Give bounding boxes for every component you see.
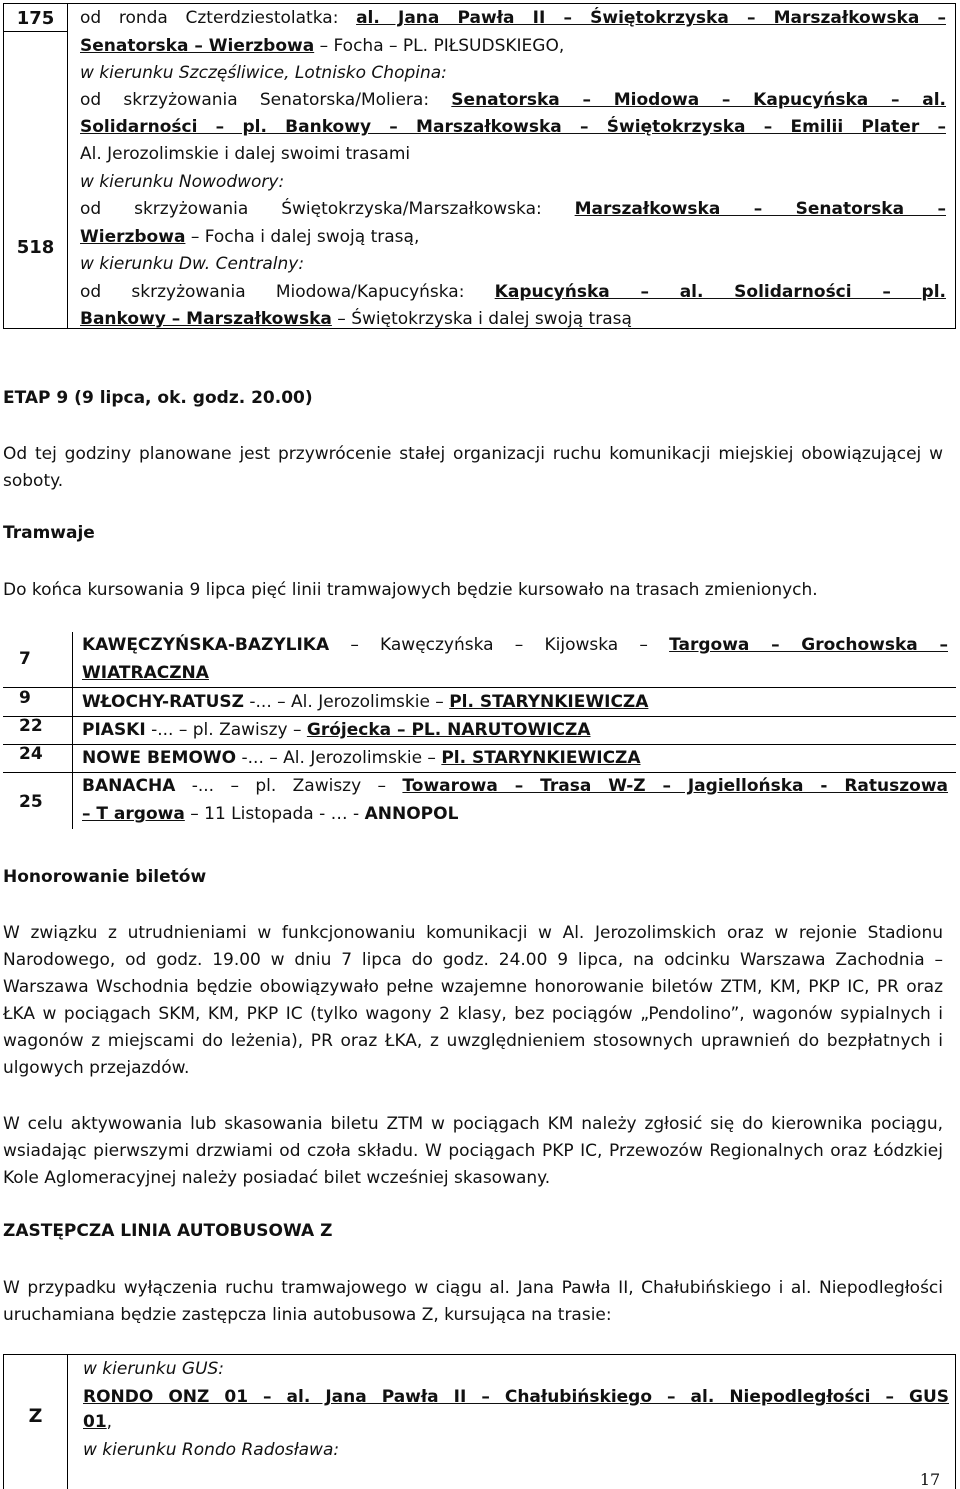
- table-row-divider: [3, 772, 956, 773]
- tramwaje-heading: Tramwaje: [3, 523, 95, 543]
- text-line: [80, 280, 946, 304]
- text-segment: Pl. STARYNKIEWICZA: [449, 692, 649, 712]
- text-line: [82, 718, 591, 742]
- text-segment: od skrzyżowania Świętokrzyska/Marszałkowska:: [80, 199, 575, 219]
- tram-line-number: 7: [19, 649, 31, 669]
- text-segment: od skrzyżowania Senatorska/Moliera:: [80, 90, 452, 110]
- text-segment: 01: [83, 1412, 107, 1432]
- text-segment: Bankowy – Marszałkowska: [80, 309, 332, 329]
- etap-heading: ETAP 9 (9 lipca, ok. godz. 20.00): [3, 388, 313, 408]
- text-segment: w kierunku Dw. Centralny:: [80, 254, 305, 274]
- route-number-518: 518: [16, 237, 55, 258]
- etap-paragraph: Od tej godziny planowane jest przywrócenie stałej organizacji ruchu komunikacji miejskiej obowiązującej w soboty.: [3, 444, 943, 491]
- text-segment: al. Jana Pawła II – Świętokrzyska – Marszałkowska –: [356, 8, 946, 28]
- text-segment: BANACHA: [82, 776, 176, 796]
- text-segment: NOWE BEMOWO: [82, 748, 237, 768]
- text-line: [83, 1385, 949, 1409]
- table-column-divider: [72, 632, 73, 829]
- text-segment: -... – pl. Zawiszy –: [175, 776, 403, 796]
- table-row-divider: [3, 716, 956, 717]
- text-segment: Pl. STARYNKIEWICZA: [441, 748, 641, 768]
- text-line: [82, 661, 209, 685]
- text-segment: Wierzbowa: [80, 227, 186, 247]
- text-segment: PIASKI: [82, 720, 146, 740]
- text-segment: w kierunku Rondo Radosława:: [83, 1440, 340, 1460]
- text-line: [80, 225, 419, 249]
- text-segment: Marszałkowska – Senatorska –: [574, 199, 946, 219]
- text-segment: w kierunku Nowodwory:: [80, 172, 285, 192]
- text-line: [80, 252, 304, 276]
- honorowanie-paragraph-1: W związku z utrudnieniami w funkcjonowaniu komunikacji w Al. Jerozolimskich oraz w rejonie Stadionu Narodowego, od godz. 19.00 w dniu 7 lipca do godz. 24.00 9 lipca, na odcinku Warszawa Zachodnia – Warszawa Wschodnia będzie obowiązywało pełne wzajemne honorowanie biletów ZTM, KM, PKP IC, PR oraz ŁKA w pociągach SKM, KM, PKP IC (tylko wagony 2 klasy, bez pociągów „Pendolino”, wagonów sypialnych i wagonów z miejscami do leżenia), PR oraz ŁKA, z uwzględnieniem stosownych uprawnień do bezpłatnych i ulgowych przejazdów.: [3, 923, 943, 1078]
- text-segment: -... – Al. Jerozolimskie –: [236, 748, 442, 768]
- text-line: [80, 197, 946, 221]
- text-segment: – 11 Listopada - … -: [184, 804, 365, 824]
- text-segment: w kierunku Szczęśliwice, Lotnisko Chopina:: [80, 63, 447, 83]
- page-number: 17: [919, 1470, 941, 1489]
- text-line: [82, 633, 948, 657]
- text-segment: ,: [106, 1412, 113, 1432]
- text-line: [82, 746, 641, 770]
- text-segment: – Kawęczyńska – Kijowska –: [329, 635, 670, 655]
- table-row-divider: [3, 687, 956, 688]
- text-segment: -... – Al. Jerozolimskie –: [243, 692, 450, 712]
- replacement-bus-table: [3, 1354, 956, 1489]
- text-segment: RONDO ONZ 01 – al. Jana Pawła II – Chałubińskiego – al. Niepodległości – GUS: [83, 1387, 949, 1407]
- text-segment: ANNOPOL: [364, 804, 459, 824]
- route-number-175: 175: [16, 8, 55, 29]
- tram-line-number: 9: [19, 688, 31, 708]
- tram-line-number: 24: [19, 744, 43, 764]
- text-segment: – Świętokrzyska i dalej swoją trasą: [331, 309, 632, 329]
- text-segment: – Focha i dalej swoją trasą,: [185, 227, 420, 247]
- text-segment: -... – pl. Zawiszy –: [145, 720, 307, 740]
- tram-line-number: 25: [19, 792, 43, 812]
- text-segment: w kierunku GUS:: [83, 1359, 225, 1379]
- text-segment: WŁOCHY-RATUSZ: [82, 692, 244, 712]
- honorowanie-paragraph-2: W celu aktywowania lub skasowania biletu ZTM w pociągach KM należy zgłosić się do kierownika pociągu, wsiadając pierwszymi drzwiami od czoła składu. W pociągach PKP IC, Przewozów Regionalnych oraz Łódzkiej Kole Aglomeracyjnej należy posiadać bilet wcześniej skasowany.: [3, 1114, 943, 1188]
- text-segment: KAWĘCZYŃSKA-BAZYLIKA: [82, 635, 330, 655]
- text-line: [80, 170, 284, 194]
- honorowanie-heading: Honorowanie biletów: [3, 867, 207, 887]
- text-line: [80, 61, 447, 85]
- text-segment: od skrzyżowania Miodowa/Kapucyńska:: [80, 282, 495, 302]
- tramwaje-paragraph: Do końca kursowania 9 lipca pięć linii tramwajowych będzie kursowało na trasach zmienionych.: [3, 580, 818, 600]
- tram-line-number: 22: [19, 716, 43, 736]
- text-segment: – Focha – PL. PIŁSUDSKIEGO,: [314, 36, 565, 56]
- zastepcza-paragraph: W przypadku wyłączenia ruchu tramwajowego w ciągu al. Jana Pawła II, Chałubińskiego i al. Niepodległości uruchamiana będzie zastępcza linia autobusowa Z, kursująca na trasie:: [3, 1278, 943, 1325]
- table-column-divider: [67, 1355, 68, 1489]
- text-line: [82, 774, 948, 798]
- text-line: [80, 6, 946, 30]
- text-line: [83, 1410, 112, 1434]
- text-segment: Solidarności – pl. Bankowy – Marszałkowska – Świętokrzyska – Emilii Plater –: [80, 117, 946, 137]
- text-line: [80, 115, 946, 139]
- text-segment: Senatorska – Wierzbowa: [80, 36, 315, 56]
- text-segment: Kapucyńska – al. Solidarności – pl.: [494, 282, 946, 302]
- text-line: [80, 307, 632, 331]
- table-row-divider: [4, 31, 67, 32]
- text-segment: Senatorska – Miodowa – Kapucyńska – al.: [451, 90, 946, 110]
- text-line: [82, 802, 458, 826]
- text-line: [80, 88, 946, 112]
- text-line: [82, 690, 648, 714]
- text-segment: Towarowa – Trasa W-Z – Jagiellońska - Ratuszowa: [402, 776, 949, 796]
- text-segment: Targowa – Grochowska –: [669, 635, 948, 655]
- text-segment: od ronda Czterdziestolatka:: [80, 8, 357, 28]
- detour-table-175-518: [3, 3, 956, 329]
- table-column-divider: [67, 4, 68, 328]
- text-line: [80, 142, 410, 166]
- zastepcza-heading: ZASTĘPCZA LINIA AUTOBUSOWA Z: [3, 1221, 333, 1241]
- text-line: [83, 1357, 224, 1381]
- table-row-divider: [3, 744, 956, 745]
- route-number-z: Z: [28, 1405, 43, 1427]
- text-segment: Grójecka – PL. NARUTOWICZA: [306, 720, 591, 740]
- text-line: [80, 34, 564, 58]
- text-segment: WIATRACZNA: [82, 663, 209, 683]
- text-segment: – T argowa: [82, 804, 185, 824]
- text-segment: Al. Jerozolimskie i dalej swoimi trasami: [80, 144, 411, 164]
- tram-routes-table: [3, 632, 956, 829]
- text-line: [83, 1438, 339, 1462]
